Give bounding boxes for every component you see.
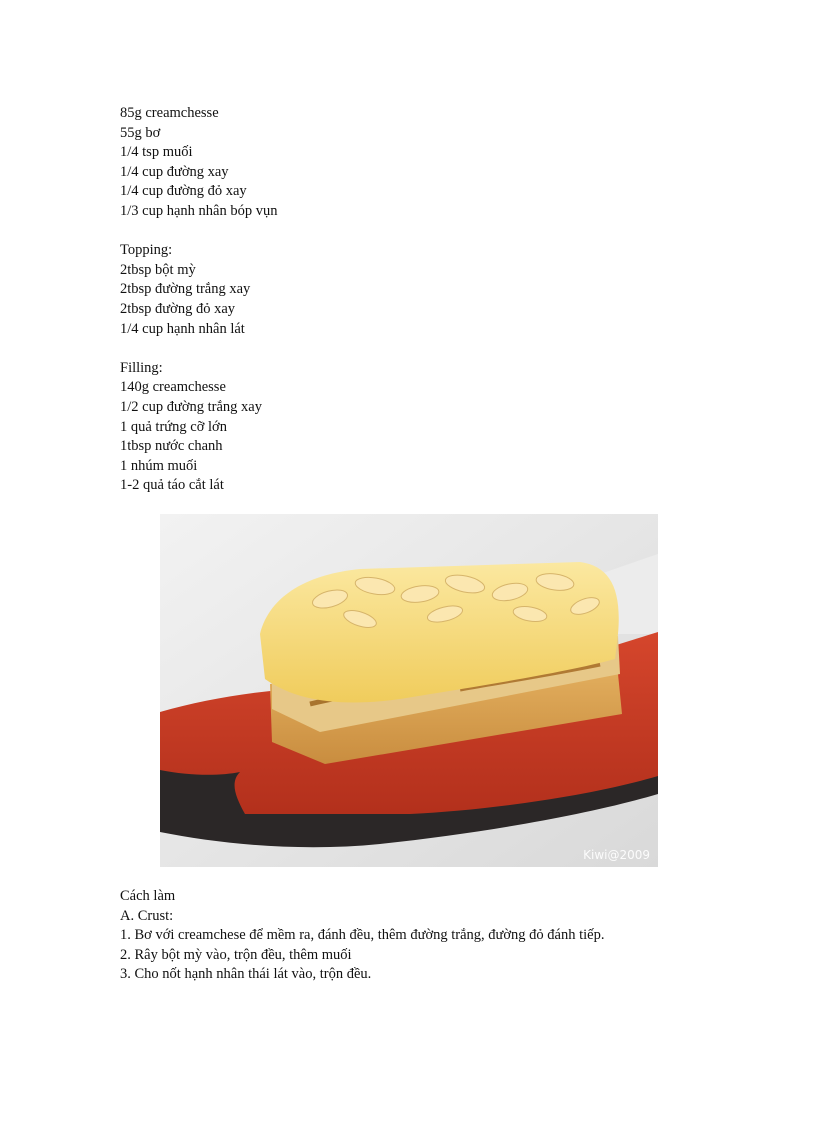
apple-cheesecake-bar-icon xyxy=(160,514,658,867)
topping-ingredients xyxy=(120,241,277,339)
ingredient-line: 1/4 cup hạnh nhân lát xyxy=(120,320,245,337)
ingredient-line: 1-2 quả táo cắt lát xyxy=(120,477,224,494)
ingredient-line: 1/4 tsp muối xyxy=(120,144,193,161)
crust-ingredients xyxy=(120,104,277,222)
ingredient-line: 2tbsp đường trắng xay xyxy=(120,281,251,298)
ingredient-line: 1/3 cup hạnh nhân bóp vụn xyxy=(120,202,278,219)
method-heading: Cách làm xyxy=(120,888,176,904)
ingredient-line: 1 nhúm muối xyxy=(120,457,198,474)
spacer xyxy=(120,222,277,242)
filling-heading: Filling: xyxy=(120,359,163,376)
spacer xyxy=(120,339,277,359)
ingredient-line: 2tbsp bột mỳ xyxy=(120,261,196,278)
ingredient-line: 1 quả trứng cỡ lớn xyxy=(120,418,227,435)
method-step: 1. Bơ với creamchese để mềm ra, đánh đều, thêm đường trắng, đường đỏ đánh tiếp. xyxy=(120,927,605,944)
cake-photo xyxy=(160,514,658,867)
ingredients-section xyxy=(120,104,277,496)
filling-ingredients xyxy=(120,359,277,496)
ingredient-line: 1tbsp nước chanh xyxy=(120,438,223,455)
method-section xyxy=(120,887,604,985)
ingredient-line: 140g creamchesse xyxy=(120,379,226,396)
ingredient-line: 55g bơ xyxy=(120,124,161,141)
ingredient-line: 85g creamchesse xyxy=(120,105,219,121)
crust-heading: A. Crust: xyxy=(120,907,174,924)
method-step: 3. Cho nốt hạnh nhân thái lát vào, trộn đều. xyxy=(120,966,372,983)
ingredient-line: 2tbsp đường đỏ xay xyxy=(120,300,236,317)
ingredient-line: 1/4 cup đường đỏ xay xyxy=(120,183,247,200)
ingredient-line: 1/4 cup đường xay xyxy=(120,163,229,180)
method-step: 2. Rây bột mỳ vào, trộn đều, thêm muối xyxy=(120,946,352,963)
topping-heading: Topping: xyxy=(120,242,173,259)
ingredient-line: 1/2 cup đường trắng xay xyxy=(120,398,262,415)
photo-watermark: Kiwi@2009 xyxy=(583,848,650,862)
